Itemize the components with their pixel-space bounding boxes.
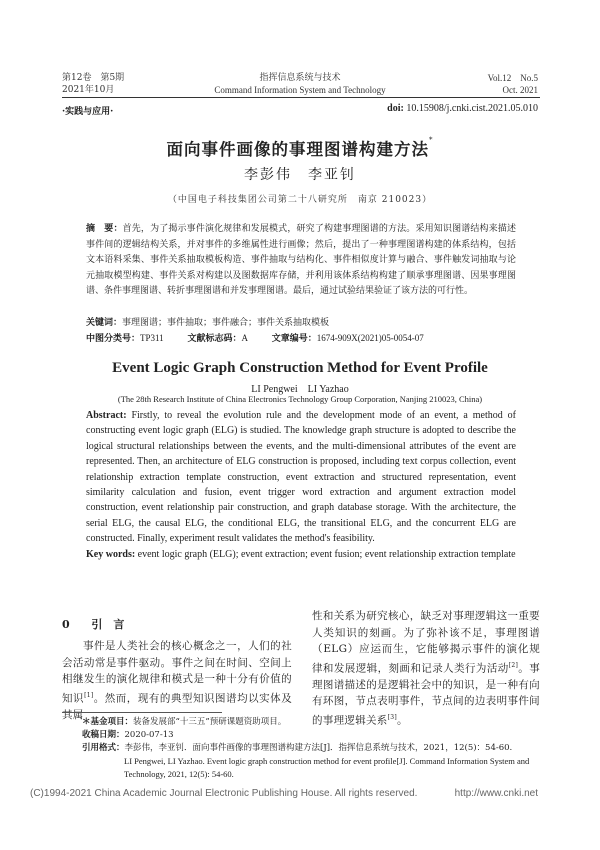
fund-text: 装备发展部“十三五”预研课题资助项目。 xyxy=(133,717,287,727)
citation-2[interactable]: [2] xyxy=(508,661,519,669)
section-heading xyxy=(62,616,124,632)
authors-en: LI Pengwei LI Yazhao xyxy=(251,384,349,395)
doi-label: doi: xyxy=(387,103,404,114)
citation-1[interactable]: [1] xyxy=(84,691,94,699)
abstract-cn xyxy=(86,222,516,300)
cnki-link[interactable]: http://www.cnki.net xyxy=(454,788,538,799)
right-column-text-2: 。事理图谱描述的是逻辑社会中的知识，是一种有向有环图，节点表明事件，节点间的边表明事件间的事理逻辑关系 xyxy=(312,662,540,727)
citation-3[interactable]: [3] xyxy=(387,714,398,722)
doi xyxy=(387,103,538,114)
volume-date: Oct. 2021 xyxy=(502,85,538,95)
fund-note xyxy=(82,716,542,729)
cite-label: 引用格式： xyxy=(82,743,125,753)
copyright-notice: (C)1994-2021 China Academic Journal Electronic Publishing House. All rights reserved. xyxy=(30,788,418,799)
left-column-text: 事件是人类社会的核心概念之一，人们的社会活动常是事件驱动。事件之间在时间、空间上相继发生的演化规律和模式是一种十分有价值的知识 xyxy=(62,640,292,705)
doc-code-label: 文献标志码： xyxy=(187,334,242,344)
title-en: Event Logic Graph Construction Method for Event Profile xyxy=(112,360,488,376)
fund-mark: * xyxy=(429,136,434,144)
left-column xyxy=(62,638,292,723)
section-number: 0 xyxy=(62,618,70,631)
authors-cn: 李彭伟 李亚钊 xyxy=(244,167,356,183)
classification-line xyxy=(86,331,516,348)
clc-value: TP311 xyxy=(140,333,164,343)
footnote-rule xyxy=(62,712,222,713)
citation-note xyxy=(82,742,542,755)
journal-name-cn: 指挥信息系统与技术 xyxy=(259,73,341,83)
cite-text-en: LI Pengwei, LI Yazhao. Event logic graph construction method for event profile[J]. Command Information System and Technology, 2021, 12(5): 54-60. xyxy=(124,756,530,779)
cite-text-cn: 李彭伟，李亚钊．面向事件画像的事理图谱构建方法[J]．指挥信息系统与技术，2021，12(5)：54-60. xyxy=(124,743,513,753)
keywords-cn-text: 事理图谱；事件抽取；事件融合；事件关系抽取模板 xyxy=(122,318,330,328)
abstract-en-text: Firstly, to reveal the evolution rule and the development mode of an event, a method of constructing event logic graph (ELG) is studied. The knowledge graph structure is adopted to describe the logical structural relationships between the events, and the multi-dimensional attributes of the event are represented. Then, an architecture of ELG construction is proposed, including text corpus collection, event relationship extraction template construction, event extraction and structured representation, event similarity calculation and fusion, event trigger word extraction and argument extraction model construction, event relationship pair construction, and graph database storage. With the architecture, the serial ELG, the causal ELG, the conditional ELG, the transitional ELG, and the concurrent ELG are constructed. Finally, experiment result validates the method's feasibility. xyxy=(86,410,517,545)
abstract-cn-label: 摘 要： xyxy=(86,224,123,234)
clc-label: 中图分类号： xyxy=(86,334,141,344)
keywords-cn xyxy=(86,316,516,332)
right-column-text-3: 。 xyxy=(397,714,408,727)
doc-code-value: A xyxy=(241,333,248,343)
right-column xyxy=(312,608,540,729)
left-column-text-2: 。然而，现有的典型知识图谱均以实体及其属 xyxy=(62,692,292,721)
received-date: 2020-07-13 xyxy=(124,730,174,740)
keywords-en-label: Key words: xyxy=(86,549,136,560)
keywords-en xyxy=(86,547,516,562)
abstract-en-label: Abstract: xyxy=(86,410,127,421)
issue-number: 第12卷 第5期 xyxy=(62,73,125,83)
article-number-value: 1674-909X(2021)05-0054-07 xyxy=(316,333,424,343)
received-note xyxy=(82,729,542,742)
section-title: 引 言 xyxy=(91,618,125,631)
header-rule xyxy=(62,97,540,98)
journal-name-en: Command Information System and Technology xyxy=(214,85,386,95)
fund-label: ＊基金项目： xyxy=(82,717,134,727)
right-column-text: 性和关系为研究核心，缺乏对事理逻辑这一重要人类知识的刻画。为了弥补该不足，事理图谱（ELG）应运而生，它能够揭示事件的演化规律和发展逻辑，刻画和记录人类行为活动 xyxy=(312,610,540,675)
volume-number: Vol.12 No.5 xyxy=(487,73,538,83)
volume-info xyxy=(488,72,538,96)
keywords-en-text: event logic graph (ELG); event extraction; event fusion; event relationship extraction template xyxy=(137,549,516,560)
page-title xyxy=(0,136,600,160)
affiliation-cn: （中国电子科技集团公司第二十八研究所 南京 210023） xyxy=(167,195,433,205)
keywords-cn-label: 关键词： xyxy=(86,318,123,328)
abstract-cn-text: 首先，为了揭示事件演化规律和发展模式，研究了构建事理图谱的方法。采用知识图谱结构来描述事件间的逻辑结构关系，并对事件的多维属性进行画像；然后，提出了一种事理图谱构建的体系结构，包括文本语料采集、事件关系抽取模板构造、事件抽取与结构化、事件相似度计算与融合、事件触发词抽取与论元抽取模型构建、事件关系对构建以及图数据库存储，并利用该体系结构构建了顺承事理图谱、因果事理图谱、条件事理图谱、转折事理图谱和并发事理图谱。最后，通过试验结果验证了该方法的可行性。 xyxy=(86,224,516,296)
issue-date: 2021年10月 xyxy=(62,85,115,95)
abstract-en xyxy=(86,408,516,547)
doi-value[interactable]: 10.15908/j.cnki.cist.2021.05.010 xyxy=(406,103,538,114)
column-tag: ·实践与应用· xyxy=(62,107,114,117)
footnotes xyxy=(82,716,542,781)
title-cn: 面向事件画像的事理图谱构建方法 xyxy=(166,140,429,159)
article-number-label: 文章编号： xyxy=(271,334,317,344)
received-label: 收稿日期： xyxy=(82,730,125,740)
affiliation-en: (The 28th Research Institute of China Electronics Technology Group Corporation, Nanjing 210023, China) xyxy=(117,394,483,404)
